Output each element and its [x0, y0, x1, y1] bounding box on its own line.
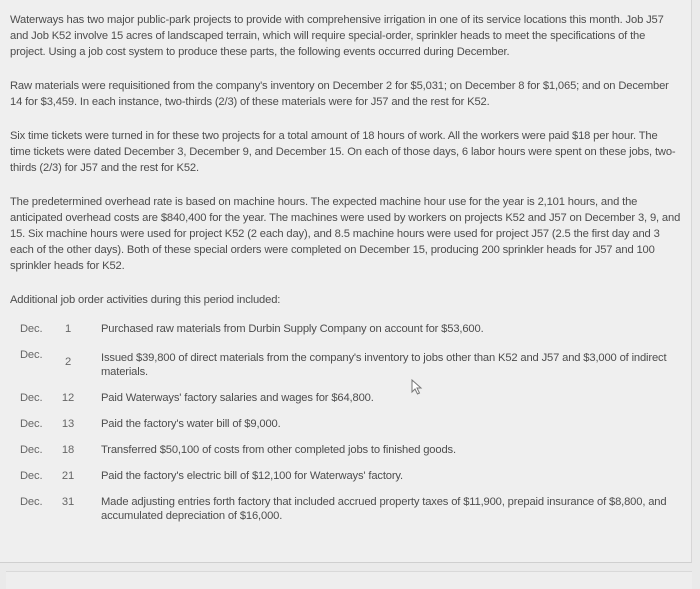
activity-month: Dec. [20, 444, 43, 456]
activity-month: Dec. [20, 323, 43, 335]
activity-description: Paid the factory's water bill of $9,000. [101, 418, 281, 430]
additional-activities-heading: Additional job order activities during this period included: [10, 294, 281, 306]
activity-row [10, 495, 681, 523]
activity-month: Dec. [20, 418, 43, 430]
activity-month: Dec. [20, 349, 43, 361]
activity-row [10, 417, 681, 431]
activity-description: Issued $39,800 of direct materials from the company's inventory to jobs other than K52 and J57 and $3,000 of indirect materials. [101, 352, 667, 378]
activity-day: 1 [64, 323, 72, 335]
activity-month: Dec. [20, 470, 43, 482]
activity-day: 31 [61, 496, 75, 508]
activity-row [10, 443, 681, 457]
time-tickets-paragraph: Six time tickets were turned in for these two projects for a total amount of 18 hours of work. All the workers were paid $18 per hour. The time tickets were dated December 3, December 9, and December 15. On each of those days, 6 labor hours were spent on these jobs, two-thirds (2/3) for J57 and the rest for K52. [10, 130, 676, 174]
activity-day: 2 [64, 356, 72, 368]
activity-day: 18 [61, 444, 75, 456]
activity-description: Paid the factory's electric bill of $12,100 for Waterways' factory. [101, 470, 404, 482]
intro-paragraph: Waterways has two major public-park projects to provide with comprehensive irrigation in one of its service locations this month. Job J57 and Job K52 involve 15 acres of landscaped terrain, which will require special-order, sprinkler heads to meet the specifications of the project. Using a job cost system to produce these parts, the following events occurred during December. [10, 14, 664, 58]
overhead-paragraph: The predetermined overhead rate is based on machine hours. The expected machine hour use for the year is 2,101 hours, and the anticipated overhead costs are $840,400 for the year. The machines were used by workers on projects K52 and J57 on December 3, 9, and 15. Six machine hours were used for project K52 (2 each day), and 8.5 machine hours were used for project J57 (2.5 the first day and 3 each of the other days). Both of these special orders were completed on December 15, producing 200 sprinkler heads for J57 and 100 sprinkler heads for K52. [10, 196, 681, 272]
activity-description: Made adjusting entries forth factory that included accrued property taxes of $11,900, prepaid insurance of $8,800, and accumulated depreciation of $16,000. [101, 496, 667, 522]
activities-list [10, 322, 681, 523]
activity-description: Transferred $50,100 of costs from other completed jobs to finished goods. [101, 444, 456, 456]
activity-day: 12 [61, 392, 75, 404]
activity-month: Dec. [20, 496, 43, 508]
activity-row [10, 348, 681, 379]
activity-row [10, 391, 681, 405]
next-panel-edge [6, 571, 692, 589]
activity-description: Paid Waterways' factory salaries and wages for $64,800. [101, 392, 374, 404]
activity-row [10, 469, 681, 483]
activity-description: Purchased raw materials from Durbin Supply Company on account for $53,600. [101, 323, 484, 335]
activity-month: Dec. [20, 392, 43, 404]
activity-row [10, 322, 681, 336]
mouse-pointer-icon [411, 379, 423, 395]
activity-day: 13 [61, 418, 75, 430]
raw-materials-paragraph: Raw materials were requisitioned from the company's inventory on December 2 for $5,031; on December 8 for $1,065; and on December 14 for $3,459. In each instance, two-thirds (2/3) of these materials were for J57 and the rest for K52. [10, 80, 669, 108]
activity-day: 21 [61, 470, 75, 482]
